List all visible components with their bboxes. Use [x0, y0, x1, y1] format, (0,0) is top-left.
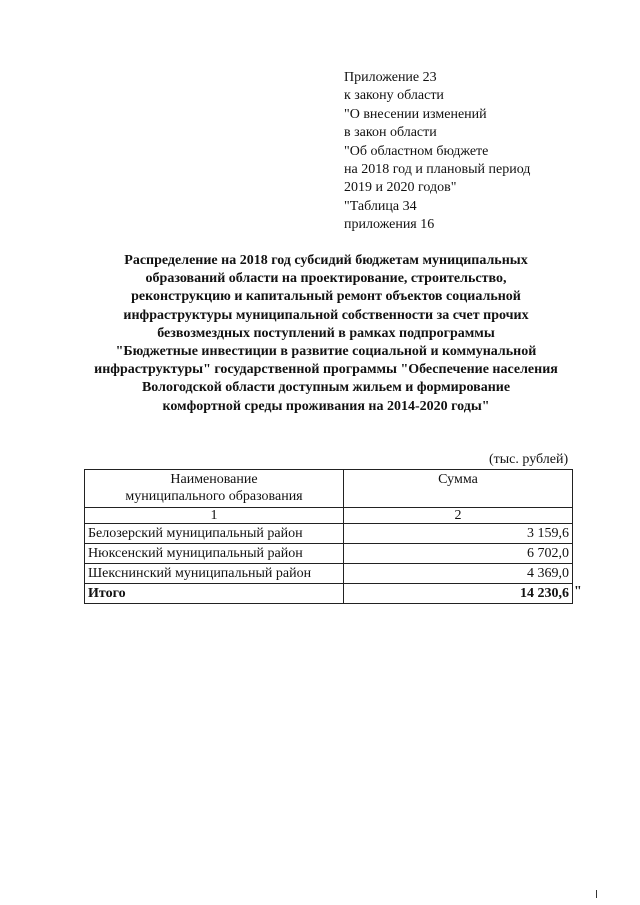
- appendix-line: "О внесении изменений: [344, 106, 487, 122]
- row-sum-cell: 6 702,0: [344, 544, 573, 564]
- title-line: инфраструктуры" государственной программы "Обеспечение населения: [94, 362, 558, 378]
- header-sum-cell: Сумма: [344, 470, 573, 508]
- table-header-row: [85, 470, 573, 508]
- table-row: [85, 564, 573, 584]
- appendix-reference: [344, 69, 530, 235]
- row-name-cell: Нюксенский муниципальный район: [85, 544, 344, 564]
- column-number-2: 2: [344, 508, 573, 524]
- title-line: Распределение на 2018 год субсидий бюджетам муниципальных: [124, 253, 528, 268]
- title-line: реконструкцию и капитальный ремонт объектов социальной: [131, 289, 521, 305]
- row-sum-cell: 3 159,6: [344, 524, 573, 544]
- header-name-line2: муниципального образования: [125, 489, 303, 504]
- title-line: "Бюджетные инвестиции в развитие социальной и коммунальной: [115, 344, 537, 360]
- appendix-line: в закон области: [344, 125, 437, 141]
- table-row: [85, 524, 573, 544]
- header-name-line1: Наименование: [170, 472, 258, 487]
- appendix-line: на 2018 год и плановый период: [344, 162, 531, 178]
- scan-edge-mark: [596, 890, 597, 898]
- row-name-cell: Шекснинский муниципальный район: [85, 564, 344, 584]
- column-number-row: [85, 508, 573, 524]
- column-number-1: 1: [85, 508, 344, 524]
- subsidy-table: [84, 469, 573, 604]
- header-name-cell: [85, 470, 344, 508]
- total-name-cell: Итого: [85, 584, 344, 604]
- total-sum-cell: 14 230,6: [344, 584, 573, 604]
- appendix-line: Приложение 23: [344, 70, 437, 85]
- appendix-line: к закону области: [344, 88, 444, 104]
- title-line: Вологодской области доступным жильем и формирование: [141, 380, 511, 396]
- units-label: (тыс. рублей): [489, 452, 569, 467]
- appendix-line: "Таблица 34: [344, 198, 417, 214]
- total-row: [85, 584, 573, 604]
- title-line: комфортной среды проживания на 2014-2020 годы": [162, 398, 490, 414]
- appendix-line: приложения 16: [344, 217, 435, 233]
- title-line: инфраструктуры муниципальной собственности за счет прочих: [123, 307, 529, 323]
- closing-quote: ": [574, 584, 582, 599]
- appendix-line: "Об областном бюджете: [344, 143, 489, 159]
- appendix-line: 2019 и 2020 годов": [344, 180, 457, 196]
- document-title: [70, 252, 582, 416]
- table-row: [85, 544, 573, 564]
- title-line: безвозмездных поступлений в рамках подпрограммы: [157, 325, 495, 341]
- row-name-cell: Белозерский муниципальный район: [85, 524, 344, 544]
- row-sum-cell: 4 369,0: [344, 564, 573, 584]
- title-line: образований области на проектирование, строительство,: [145, 271, 507, 287]
